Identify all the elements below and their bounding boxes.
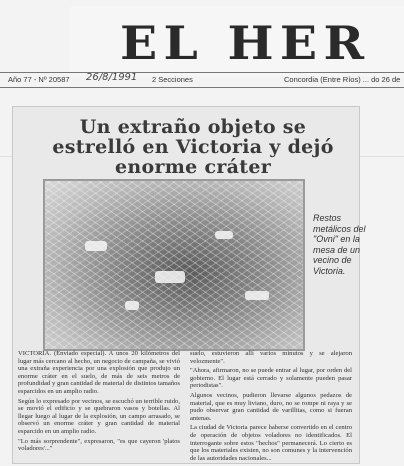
sections-count: 2 Secciones — [152, 75, 193, 84]
masthead — [70, 6, 404, 76]
body-paragraph: VICTORIA. (Enviado especial). A unos 20 kilómetros del lugar más cercano al hecho, un negocio de campaña, se vivió una extraña experiencia por una explosión que produjo un enorme cráter en el suelo, de más de seis metros de profundidad y gran cantidad de material de distintos tamaños esparcidos en un amplio radio. — [18, 350, 180, 395]
body-paragraph: suelo, estuvieron allí varios minutos y se alejaron velozmente". — [190, 350, 352, 365]
newspaper-title: EL HER — [120, 16, 371, 70]
dateline-bar — [0, 72, 404, 88]
metal-fragment — [155, 271, 185, 283]
body-paragraph: Según lo expresado por vecinos, se escuchó un terrible ruido, se movió el edificio y se quebraron vasos y botellas. Al llegar luego al lugar de la explosión, un campo arrasado, se observó un enorme cráter y gran cantidad de material esparcido en un amplio radio. — [18, 397, 180, 435]
metal-fragment — [85, 241, 107, 251]
handwritten-date: 26/8/1991 — [86, 72, 138, 83]
crater-photo — [43, 179, 305, 351]
body-paragraph: "Ahora, afirmaron, no se puede entrar al lugar, por orden del gobierno. El lugar está cerrado y solamente pueden pasar periodistas". — [190, 367, 352, 390]
body-column-right — [190, 350, 352, 464]
body-column-left — [18, 350, 180, 455]
metal-fragment — [125, 301, 139, 310]
article-headline: Un extraño objeto se estrelló en Victoria y dejó enorme cráter — [52, 116, 334, 178]
photo-mesh-texture — [45, 181, 303, 349]
body-paragraph: "Lo más sorprendente", expresaron, "es que cayeron 'platos voladores'..." — [18, 437, 180, 453]
body-paragraph: Algunos vecinos, pudieron llevarse algunos pedazos de material, que es muy liviano, duro, no se rompe ni raya y se pudo observar gran cantidad de varillitas, como si fueran antenas. — [190, 391, 352, 422]
photo-caption: Restos metálicos del "Ovni" en la mesa de un vecino de Victoria. — [313, 213, 366, 276]
city-date: Concordia (Entre Ríos) ... do 26 de — [284, 75, 401, 84]
issue-number: Año 77 - Nº 20587 — [8, 75, 70, 84]
metal-fragment — [245, 291, 269, 300]
body-paragraph: La ciudad de Victoria parece haberse convertido en el centro de operación de objetos voladores no identificados. El interrogante sobre estos "hechos" permanecerá. Lo cierto es que los materiales existen, no son comunes y la intervención de las autoridades nacionales... — [190, 424, 352, 462]
metal-fragment — [215, 231, 233, 239]
article-body — [18, 350, 354, 462]
